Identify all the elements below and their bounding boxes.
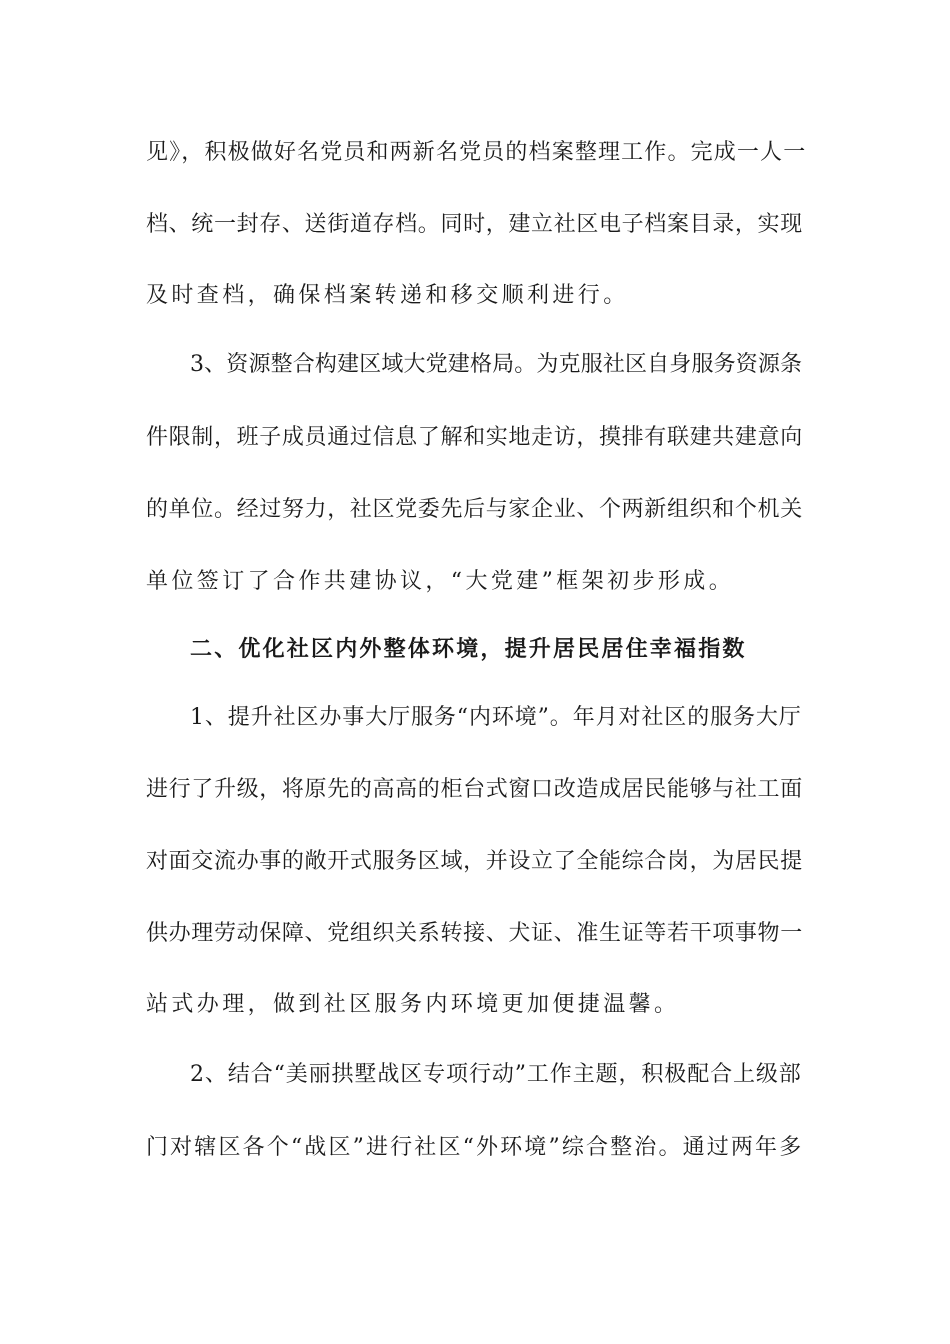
paragraph-line: 供办理劳动保障、党组织关系转接、犬证、准生证等若干项事物一 xyxy=(146,921,803,946)
paragraph-line: 进行了升级，将原先的高高的柜台式窗口改造成居民能够与社工面 xyxy=(146,777,803,802)
paragraph-line: 的单位。经过努力，社区党委先后与家企业、个两新组织和个机关 xyxy=(146,497,803,522)
paragraph-line: 见》，积极做好名党员和两新名党员的档案整理工作。完成一人一 xyxy=(146,140,807,165)
paragraph-line: 门对辖区各个“战区”进行社区“外环境”综合整治。通过两年多 xyxy=(146,1135,804,1160)
paragraph-line: 站式办理，做到社区服务内环境更加便捷温馨。 xyxy=(146,992,680,1017)
paragraph-line: 件限制，班子成员通过信息了解和实地走访，摸排有联建共建意向 xyxy=(146,425,803,450)
section-heading: 二、优化社区内外整体环境，提升居民居住幸福指数 xyxy=(190,637,747,662)
paragraph-line: 及时查档，确保档案转递和移交顺利进行。 xyxy=(146,283,629,308)
paragraph-line: 档、统一封存、送街道存档。同时，建立社区电子档案目录，实现 xyxy=(146,212,803,237)
paragraph-line: 对面交流办事的敞开式服务区域，并设立了全能综合岗，为居民提 xyxy=(146,849,803,874)
paragraph-first-line: 2、结合“美丽拱墅战区专项行动”工作主题，积极配合上级部 xyxy=(190,1062,802,1087)
paragraph-first-line: 3、资源整合构建区域大党建格局。为克服社区自身服务资源条 xyxy=(190,352,803,377)
paragraph-line: 单位签订了合作共建协议，“大党建”框架初步形成。 xyxy=(146,569,735,594)
paragraph-first-line: 1、提升社区办事大厅服务“内环境”。年月对社区的服务大厅 xyxy=(190,705,802,730)
